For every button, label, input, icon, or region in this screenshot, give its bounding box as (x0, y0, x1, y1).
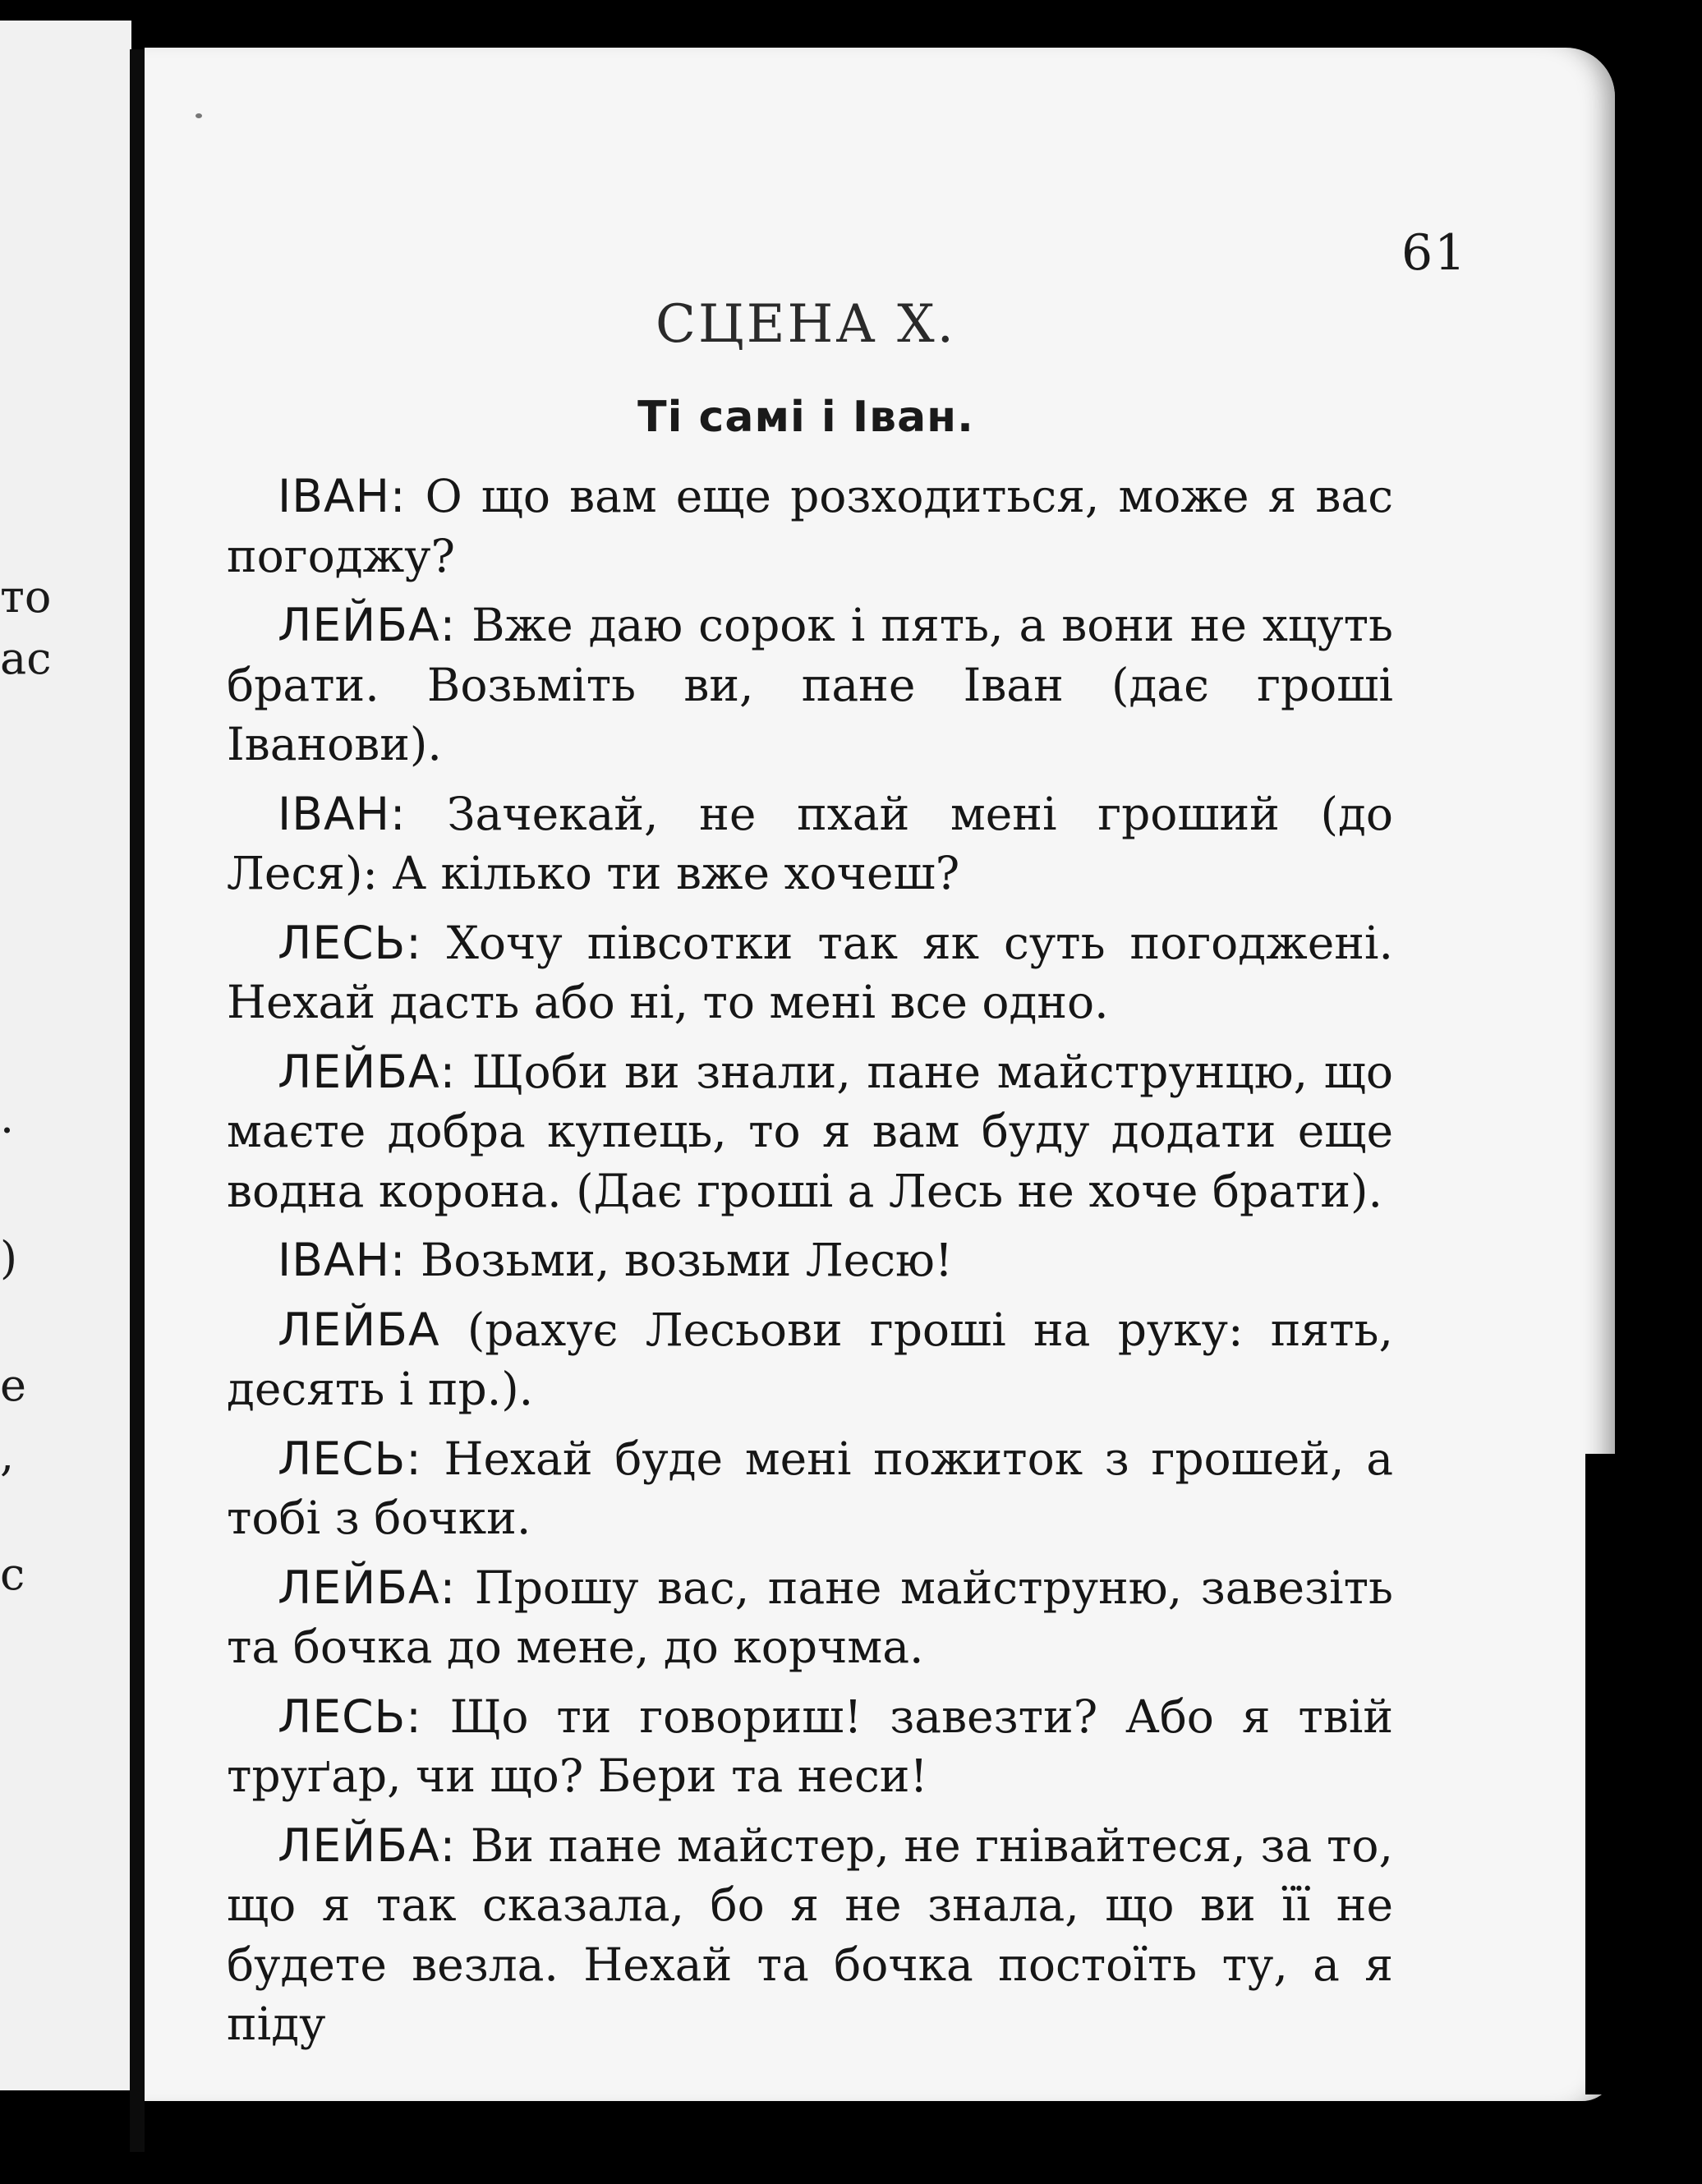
dialogue-line (227, 784, 1393, 903)
page-edge-shadow (1585, 1454, 1635, 2094)
dialogue-line (227, 1300, 1393, 1419)
line-text: О що вам еще розходиться, може я вас погоджу? (227, 470, 1393, 582)
line-text: Прошу вас, пане майструню, завезіть та бочка до мене, до корчма. (227, 1561, 1393, 1673)
dialogue-line (227, 1816, 1393, 2054)
speaker-name: ІВАН: (278, 787, 407, 840)
speaker-name: ЛЕЙБА: (278, 1818, 457, 1872)
line-text: Возьми, возьми Лесю! (406, 1234, 954, 1286)
left-page-fragment: , (0, 1429, 15, 1481)
left-page-fragment: · (0, 1105, 15, 1156)
speaker-name: ЛЕСЬ: (278, 1432, 422, 1485)
speaker-name: ЛЕЙБА: (278, 1561, 457, 1614)
left-page-fragment: ас (0, 632, 52, 684)
dialogue-line (227, 1558, 1393, 1677)
left-page-fragment: ) (0, 1232, 18, 1284)
dialogue-line (227, 1042, 1393, 1221)
speaker-name: ІВАН: (278, 1234, 407, 1286)
dialogue-line (227, 1429, 1393, 1548)
speaker-name: ІВАН: (278, 470, 407, 522)
line-text: Що ти говориш! завезти? Або я твій труґар, чи що? Бери та неси! (227, 1690, 1393, 1802)
left-page-fragment: то (0, 571, 52, 623)
dialogue-text (227, 467, 1393, 2064)
line-text: Ви пане майстер, не гнівайтеся, за то, що я так сказала, бо я не знала, що ви її не будете везла. Нехай та бочка постоїть ту, а я піду (227, 1818, 1393, 2050)
left-page-fragment: е (0, 1359, 26, 1411)
line-text: Нехай буде мені пожиток з грошей, а тобі з бочки. (227, 1432, 1393, 1544)
scene-title: СЦЕНА X. (655, 294, 957, 355)
line-text: Щоби ви знали, пане майструнцю, що маєте добра купець, то я вам буду додати еще водна корона. (Дає гроші а Лесь не хоче брати). (227, 1045, 1393, 1217)
line-text: (рахує Лесьови гроші на руку: пять, десять і пр.). (227, 1303, 1393, 1415)
line-text: Вже даю сорок і пять, а вони не хцуть брати. Возьміть ви, пане Іван (дає гроші Іванови). (227, 599, 1393, 770)
dialogue-line (227, 1687, 1393, 1806)
dialogue-line (227, 1230, 1393, 1290)
speaker-name: ЛЕЙБА (278, 1303, 440, 1356)
dialogue-line (227, 467, 1393, 586)
previous-page-strip (0, 21, 131, 2090)
scene-subtitle: Ті самі і Іван. (637, 393, 974, 442)
line-text: Хочу півсотки так як суть погоджені. Нехай дасть або ні, то мені все одно. (227, 916, 1393, 1028)
left-page-fragment: с (0, 1548, 25, 1600)
book-page (145, 48, 1615, 2101)
dialogue-line (227, 913, 1393, 1032)
dialogue-line (227, 595, 1393, 775)
speaker-name: ЛЕЙБА: (278, 599, 457, 651)
page-number: 61 (1401, 224, 1468, 282)
speaker-name: ЛЕЙБА: (278, 1045, 457, 1098)
speaker-name: ЛЕСЬ: (278, 1690, 422, 1743)
line-text: Зачекай, не пхай мені гроший (до Леся): А кілько ти вже хочеш? (227, 787, 1393, 899)
print-speck (196, 113, 202, 118)
page-gutter-rule (130, 49, 145, 2152)
speaker-name: ЛЕСЬ: (278, 916, 422, 969)
